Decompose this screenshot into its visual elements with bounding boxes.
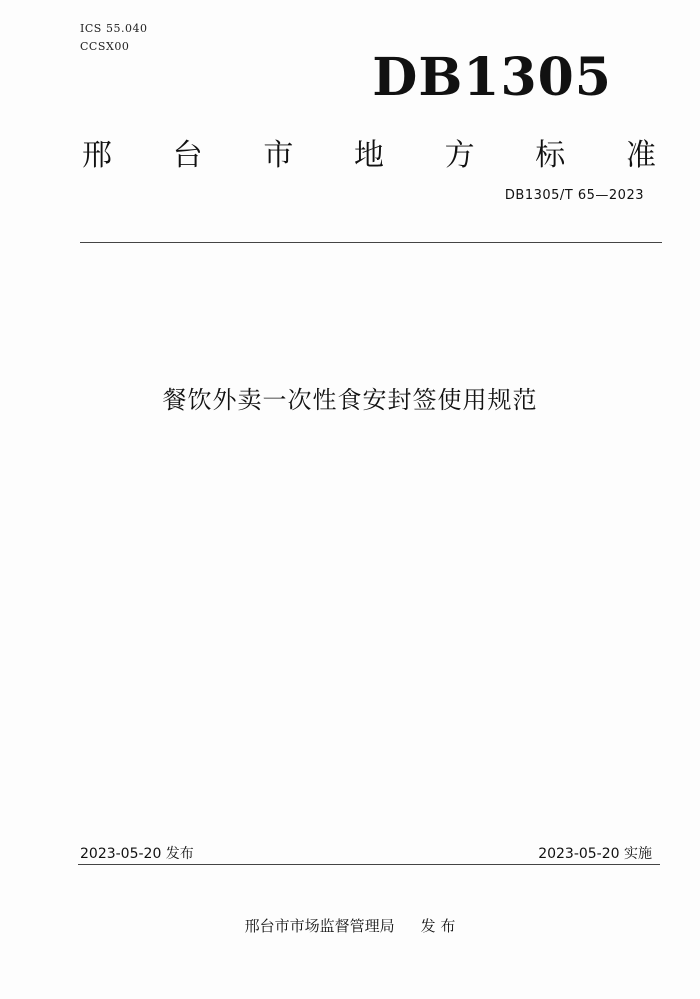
header-divider bbox=[80, 242, 662, 243]
publish-date: 2023-05-20 发布 bbox=[80, 846, 194, 862]
ccs-label: CCS bbox=[80, 40, 106, 53]
ccs-code bbox=[80, 40, 129, 53]
standard-type-char: 准 bbox=[625, 138, 656, 173]
standard-type-char: 邢 bbox=[82, 138, 112, 173]
publish-word: 发 布 bbox=[420, 917, 456, 935]
footer-divider bbox=[78, 864, 660, 865]
document-title: 餐饮外卖一次性食安封签使用规范 bbox=[162, 386, 538, 414]
standard-type-char: 台 bbox=[172, 138, 203, 173]
publisher-line bbox=[0, 915, 700, 936]
ics-code bbox=[80, 22, 148, 35]
standard-type-char: 市 bbox=[263, 138, 294, 173]
publisher-name: 邢台市市场监督管理局 bbox=[244, 917, 395, 935]
standard-number: DB1305/T 65—2023 bbox=[504, 188, 644, 203]
date-row bbox=[80, 843, 652, 863]
implement-date: 2023-05-20 实施 bbox=[538, 846, 652, 862]
ics-value: 55.040 bbox=[106, 22, 148, 35]
ccs-value: X00 bbox=[106, 40, 130, 53]
standard-type-char: 方 bbox=[444, 138, 475, 173]
standard-type-char: 标 bbox=[535, 138, 566, 173]
standard-type-char: 地 bbox=[353, 138, 384, 173]
ics-label: ICS bbox=[80, 22, 102, 35]
db-code-logo: DB1305 bbox=[372, 47, 612, 108]
standard-type-heading bbox=[82, 130, 656, 174]
